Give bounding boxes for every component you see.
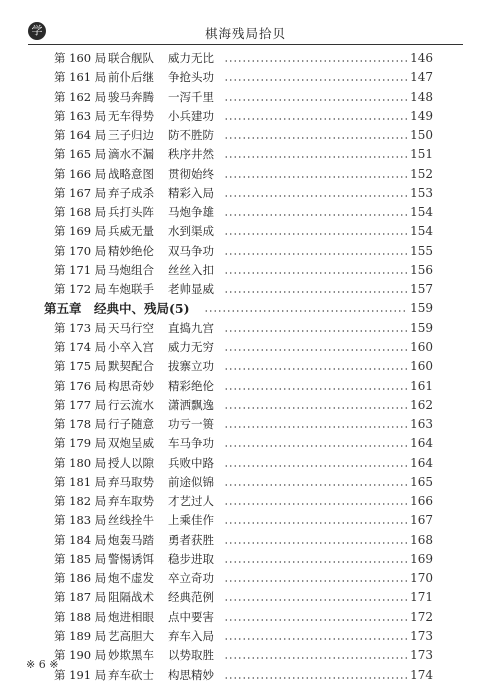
- game-number: 第 190 局: [54, 648, 107, 663]
- leader-dots: [224, 49, 407, 68]
- page-ref: 146: [410, 51, 433, 65]
- page-ref: 163: [410, 417, 433, 432]
- page-ref: 165: [410, 474, 433, 489]
- game-number: 第 166 局: [54, 166, 107, 181]
- game-description: 贯彻始终: [168, 166, 214, 181]
- toc-entry: [44, 242, 433, 261]
- page-ref: 160: [410, 339, 433, 354]
- leader-dots: [224, 415, 407, 434]
- page-ref: 164: [410, 455, 433, 470]
- leader-dots: [224, 107, 407, 126]
- game-number: 第 164 局: [54, 128, 107, 143]
- game-number: 第 173 局: [54, 320, 107, 335]
- game-name: 精妙绝伦: [108, 243, 154, 258]
- game-description: 争抢头功: [168, 70, 214, 85]
- leader-dots: [224, 531, 407, 550]
- game-description: 老帅显威: [168, 282, 214, 297]
- game-number: 第 174 局: [54, 339, 107, 354]
- game-number: 第 180 局: [54, 455, 107, 470]
- page-ref: 168: [410, 532, 433, 547]
- toc-entry: [44, 434, 433, 453]
- toc-entry: [44, 415, 433, 434]
- leader-dots: [204, 299, 407, 318]
- leader-dots: [224, 261, 407, 280]
- game-name: 炮不虚发: [108, 571, 154, 586]
- game-name: 骏马奔腾: [108, 89, 154, 104]
- leader-dots: [224, 319, 407, 338]
- leader-dots: [224, 646, 407, 665]
- game-number: 第 178 局: [54, 417, 107, 432]
- page-ref: 153: [410, 185, 433, 200]
- game-name: 阻隔战术: [108, 590, 154, 605]
- page-ref: 152: [410, 166, 433, 181]
- game-description: 兵败中路: [168, 455, 214, 470]
- toc-entry: [44, 473, 433, 492]
- toc-entry: [44, 261, 433, 280]
- toc-entry: [44, 280, 433, 299]
- game-name: 车炮联手: [108, 282, 154, 297]
- game-name: 联合舰队: [108, 51, 154, 65]
- game-name: 授人以隙: [108, 455, 154, 470]
- toc-entry: [44, 357, 433, 376]
- game-description: 前途似锦: [168, 474, 214, 489]
- toc-chapter-heading: [44, 299, 433, 318]
- game-description: 弃车入局: [168, 628, 214, 643]
- toc-entry: [44, 608, 433, 627]
- leader-dots: [224, 588, 407, 607]
- game-name: 构思奇妙: [108, 378, 154, 393]
- game-name: 滴水不漏: [108, 147, 154, 162]
- page-ref: 161: [410, 378, 433, 393]
- game-number: 第 185 局: [54, 551, 107, 566]
- game-number: 第 175 局: [54, 359, 107, 374]
- game-name: 弃子成杀: [108, 185, 154, 200]
- toc-entry: [44, 550, 433, 569]
- game-description: 潇洒飘逸: [168, 397, 214, 412]
- game-description: 水到渠成: [168, 224, 214, 239]
- leader-dots: [224, 550, 407, 569]
- page-ref: 174: [410, 667, 433, 682]
- game-name: 前仆后继: [108, 70, 154, 85]
- page-ref: 173: [410, 628, 433, 643]
- toc-entry: [44, 396, 433, 415]
- leader-dots: [224, 377, 407, 396]
- toc-entry: [44, 319, 433, 338]
- toc-entry: [44, 569, 433, 588]
- game-description: 马炮争雄: [168, 205, 214, 220]
- book-title: 棋海残局拾贝: [204, 26, 286, 41]
- game-description: 经典范例: [168, 590, 214, 605]
- game-name: 炮轰马踏: [108, 532, 154, 547]
- leader-dots: [224, 473, 407, 492]
- toc-entry: [44, 666, 433, 685]
- page-ref: 162: [410, 397, 433, 412]
- leader-dots: [224, 280, 407, 299]
- game-number: 第 191 局: [54, 667, 107, 682]
- game-number: 第 170 局: [54, 243, 107, 258]
- game-number: 第 171 局: [54, 262, 107, 277]
- page-ref: 169: [410, 551, 433, 566]
- leader-dots: [224, 511, 407, 530]
- page-ref: 156: [410, 262, 433, 277]
- game-description: 以势取胜: [168, 648, 214, 663]
- page-ref: 171: [410, 590, 433, 605]
- leader-dots: [224, 434, 407, 453]
- game-name: 行子随意: [108, 417, 154, 432]
- game-name: 兵威无量: [108, 224, 154, 239]
- toc-entry: [44, 203, 433, 222]
- game-number: 第 163 局: [54, 108, 107, 123]
- toc-entry: [44, 531, 433, 550]
- leader-dots: [224, 338, 407, 357]
- game-description: 才艺过人: [168, 494, 214, 509]
- game-name: 马炮组合: [108, 262, 154, 277]
- game-name: 弃马取势: [108, 474, 154, 489]
- toc-entry: [44, 338, 433, 357]
- game-name: 小卒入宫: [108, 339, 154, 354]
- leader-dots: [224, 242, 407, 261]
- game-description: 秩序井然: [168, 147, 214, 162]
- game-description: 威力无穷: [168, 339, 214, 354]
- toc-entry: [44, 88, 433, 107]
- leader-dots: [224, 454, 407, 473]
- game-description: 勇者获胜: [168, 532, 214, 547]
- leader-dots: [224, 222, 407, 241]
- leader-dots: [224, 203, 407, 222]
- game-number: 第 162 局: [54, 89, 107, 104]
- page-ref: 150: [410, 128, 433, 143]
- leader-dots: [224, 68, 407, 87]
- game-description: 小兵建功: [168, 108, 214, 123]
- game-number: 第 186 局: [54, 571, 107, 586]
- game-name: 无车得势: [108, 108, 154, 123]
- toc-entry: [44, 492, 433, 511]
- toc-entry: [44, 184, 433, 203]
- book-logo-icon: 学: [28, 22, 46, 40]
- leader-dots: [224, 396, 407, 415]
- game-name: 妙欺黑车: [108, 648, 154, 663]
- game-number: 第 161 局: [54, 70, 107, 85]
- game-description: 防不胜防: [168, 128, 214, 143]
- game-description: 稳步进取: [168, 551, 214, 566]
- game-name: 天马行空: [108, 320, 154, 335]
- game-number: 第 177 局: [54, 397, 107, 412]
- game-name: 三子归边: [108, 128, 154, 143]
- game-number: 第 182 局: [54, 494, 107, 509]
- game-name: 弃车取势: [108, 494, 154, 509]
- game-description: 车马争功: [168, 436, 214, 451]
- game-number: 第 181 局: [54, 474, 107, 489]
- page-ref: 173: [410, 648, 433, 663]
- page-ref: 147: [410, 70, 433, 85]
- leader-dots: [224, 569, 407, 588]
- leader-dots: [224, 88, 407, 107]
- toc-entry: [44, 68, 433, 87]
- table-of-contents: [44, 49, 433, 685]
- page-ref: 170: [410, 571, 433, 586]
- page-ref: 160: [410, 359, 433, 374]
- game-name: 战略意图: [108, 166, 154, 181]
- toc-entry: [44, 627, 433, 646]
- game-name: 艺高胆大: [108, 628, 154, 643]
- toc-entry: [44, 222, 433, 241]
- game-name: 警惕诱饵: [108, 551, 154, 566]
- game-number: 第 176 局: [54, 378, 107, 393]
- page-ref: 166: [410, 494, 433, 509]
- leader-dots: [224, 627, 407, 646]
- game-number: 第 183 局: [54, 513, 107, 528]
- game-description: 构思精妙: [168, 667, 214, 682]
- game-description: 精彩绝伦: [168, 378, 214, 393]
- game-name: 双炮呈威: [108, 436, 154, 451]
- page-ref: 164: [410, 436, 433, 451]
- page-ref: 159: [410, 320, 433, 335]
- game-description: 卒立奇功: [168, 571, 214, 586]
- leader-dots: [224, 126, 407, 145]
- game-number: 第 187 局: [54, 590, 107, 605]
- game-number: 第 165 局: [54, 147, 107, 162]
- game-number: 第 188 局: [54, 609, 107, 624]
- toc-entry: [44, 126, 433, 145]
- game-number: 第 160 局: [54, 51, 107, 65]
- page-ref: 167: [410, 513, 433, 528]
- page-ref: 154: [410, 205, 433, 220]
- game-name: 弃车砍士: [108, 667, 154, 682]
- toc-entry: [44, 107, 433, 126]
- game-number: 第 167 局: [54, 185, 107, 200]
- game-description: 上乘佳作: [168, 513, 214, 528]
- game-name: 默契配合: [108, 359, 154, 374]
- game-description: 点中要害: [168, 609, 214, 624]
- leader-dots: [224, 666, 407, 685]
- page-ref: 157: [410, 282, 433, 297]
- leader-dots: [224, 165, 407, 184]
- game-number: 第 189 局: [54, 628, 107, 643]
- game-description: 一泻千里: [168, 89, 214, 104]
- game-description: 功亏一篑: [168, 417, 214, 432]
- game-description: 拔寨立功: [168, 359, 214, 374]
- game-name: 兵打头阵: [108, 205, 154, 220]
- toc-entry: [44, 377, 433, 396]
- toc-entry: [44, 646, 433, 665]
- toc-entry: [44, 588, 433, 607]
- page-ref: 159: [410, 301, 433, 316]
- page-ref: 172: [410, 609, 433, 624]
- page-header: [28, 22, 463, 45]
- toc-entry: [44, 145, 433, 164]
- page-ref: 151: [410, 147, 433, 162]
- game-name: 炮进相眼: [108, 609, 154, 624]
- game-number: 第 179 局: [54, 436, 107, 451]
- game-name: 丝线拴牛: [108, 513, 154, 528]
- game-description: 丝丝入扣: [168, 262, 214, 277]
- page-ref: 149: [410, 108, 433, 123]
- toc-entry: [44, 49, 433, 68]
- leader-dots: [224, 357, 407, 376]
- page-ref: 148: [410, 89, 433, 104]
- game-number: 第 184 局: [54, 532, 107, 547]
- game-description: 威力无比: [168, 51, 214, 65]
- toc-entry: [44, 454, 433, 473]
- leader-dots: [224, 608, 407, 627]
- page-ref: 154: [410, 224, 433, 239]
- game-name: 行云流水: [108, 397, 154, 412]
- game-number: 第 168 局: [54, 205, 107, 220]
- page-ref: 155: [410, 243, 433, 258]
- leader-dots: [224, 492, 407, 511]
- toc-entry: [44, 165, 433, 184]
- page-number: ※ 6 ※: [26, 658, 59, 671]
- leader-dots: [224, 184, 407, 203]
- game-description: 精彩入局: [168, 185, 214, 200]
- game-description: 直捣九宫: [168, 320, 214, 335]
- game-number: 第 172 局: [54, 282, 107, 297]
- game-number: 第 169 局: [54, 224, 107, 239]
- toc-entry: [44, 511, 433, 530]
- chapter-title: 第五章 经典中、残局(5): [44, 301, 190, 317]
- leader-dots: [224, 145, 407, 164]
- game-description: 双马争功: [168, 243, 214, 258]
